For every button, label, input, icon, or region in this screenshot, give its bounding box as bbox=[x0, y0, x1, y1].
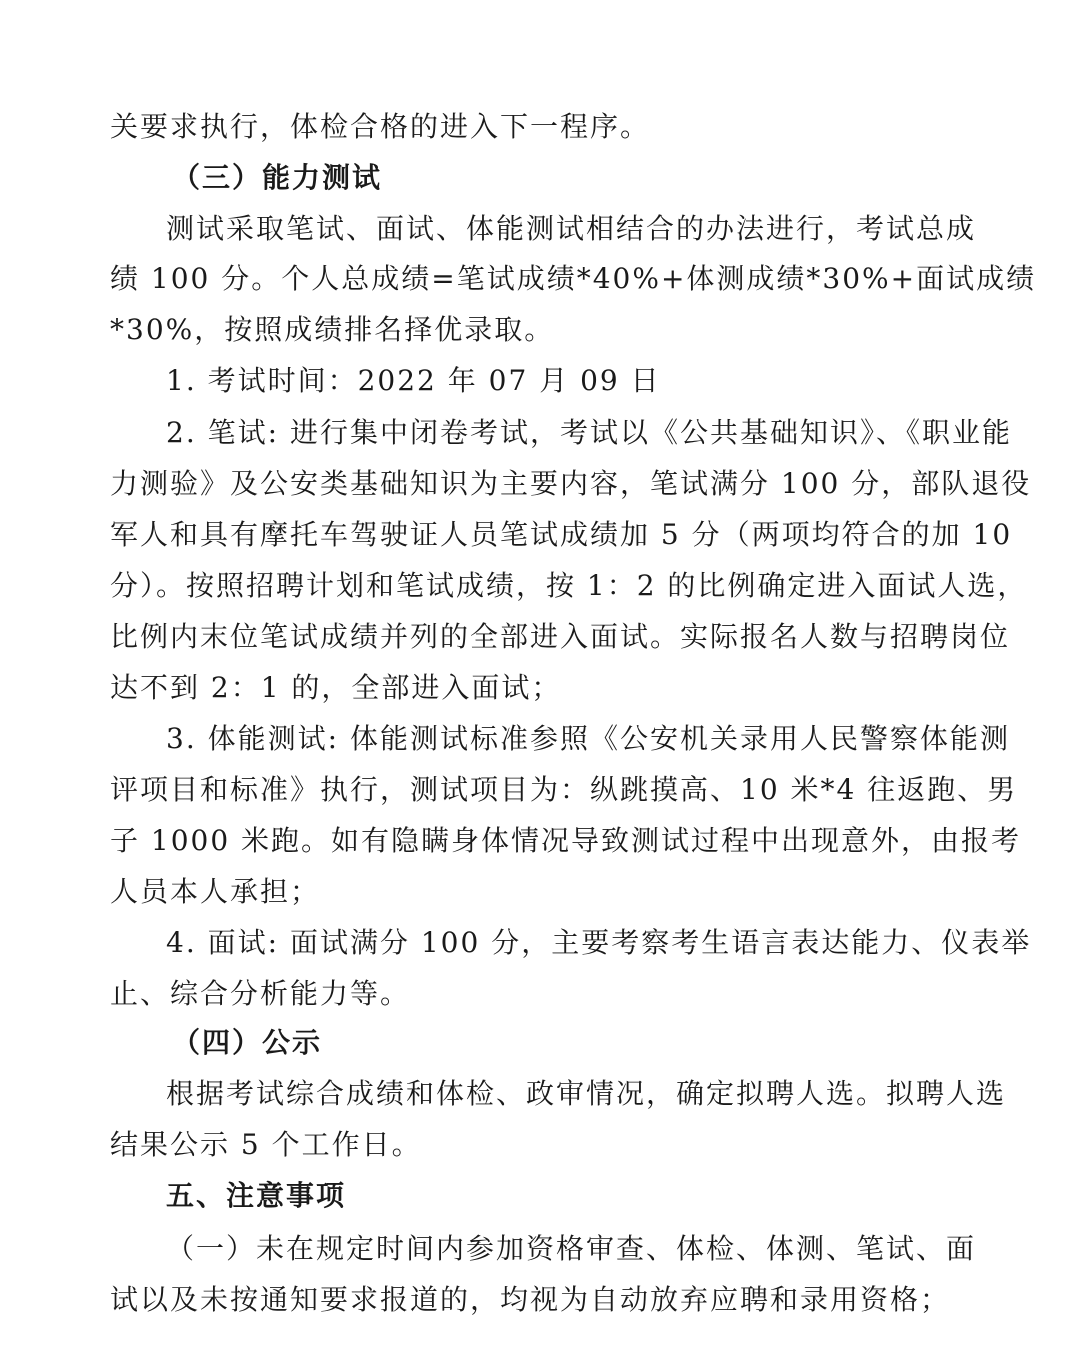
section-heading-ability-test: （三）能力测试 bbox=[172, 161, 383, 194]
text-line: 试以及未按通知要求报道的，均视为自动放弃应聘和录用资格； bbox=[110, 1283, 951, 1316]
text-line: *30%，按照成绩排名择优录取。 bbox=[110, 313, 555, 346]
text-line: 力测验》及公安类基础知识为主要内容，笔试满分 100 分，部队退役 bbox=[110, 467, 1032, 500]
section-heading-publicity: （四）公示 bbox=[172, 1026, 323, 1059]
text-line: 结果公示 5 个工作日。 bbox=[110, 1128, 422, 1161]
text-line: 4. 面试: 面试满分 100 分，主要考察考生语言表达能力、仪表举 bbox=[166, 926, 1032, 959]
text-line: 评项目和标准》执行，测试项目为：纵跳摸高、10 米*4 往返跑、男 bbox=[110, 773, 1018, 806]
text-line: 绩 100 分。个人总成绩=笔试成绩*40%+体测成绩*30%+面试成绩 bbox=[110, 262, 1037, 295]
section-heading-notes: 五、注意事项 bbox=[166, 1179, 347, 1212]
text-line: 达不到 2：1 的，全部进入面试； bbox=[110, 671, 562, 704]
text-line: 人员本人承担； bbox=[110, 875, 321, 908]
text-line: 根据考试综合成绩和体检、政审情况，确定拟聘人选。拟聘人选 bbox=[166, 1077, 1007, 1110]
text-line: 测试采取笔试、面试、体能测试相结合的办法进行，考试总成 bbox=[166, 212, 977, 245]
text-line: 止、综合分析能力等。 bbox=[110, 977, 411, 1010]
text-line: （一）未在规定时间内参加资格审查、体检、体测、笔试、面 bbox=[166, 1232, 977, 1265]
text-line: 军人和具有摩托车驾驶证人员笔试成绩加 5 分（两项均符合的加 10 bbox=[110, 518, 1013, 551]
text-line: 比例内末位笔试成绩并列的全部进入面试。实际报名人数与招聘岗位 bbox=[110, 620, 1011, 653]
text-line: 1. 考试时间：2022 年 07 月 09 日 bbox=[166, 364, 661, 397]
text-line: 3. 体能测试: 体能测试标准参照《公安机关录用人民警察体能测 bbox=[166, 722, 1010, 755]
text-line: 关要求执行，体检合格的进入下一程序。 bbox=[110, 110, 651, 143]
text-line: 子 1000 米跑。如有隐瞒身体情况导致测试过程中出现意外，由报考 bbox=[110, 824, 1022, 857]
text-line: 分）。按照招聘计划和笔试成绩，按 1：2 的比例确定进入面试人选， bbox=[110, 569, 1028, 602]
text-line: 2. 笔试: 进行集中闭卷考试，考试以《公共基础知识》、《职业能 bbox=[166, 416, 1012, 449]
